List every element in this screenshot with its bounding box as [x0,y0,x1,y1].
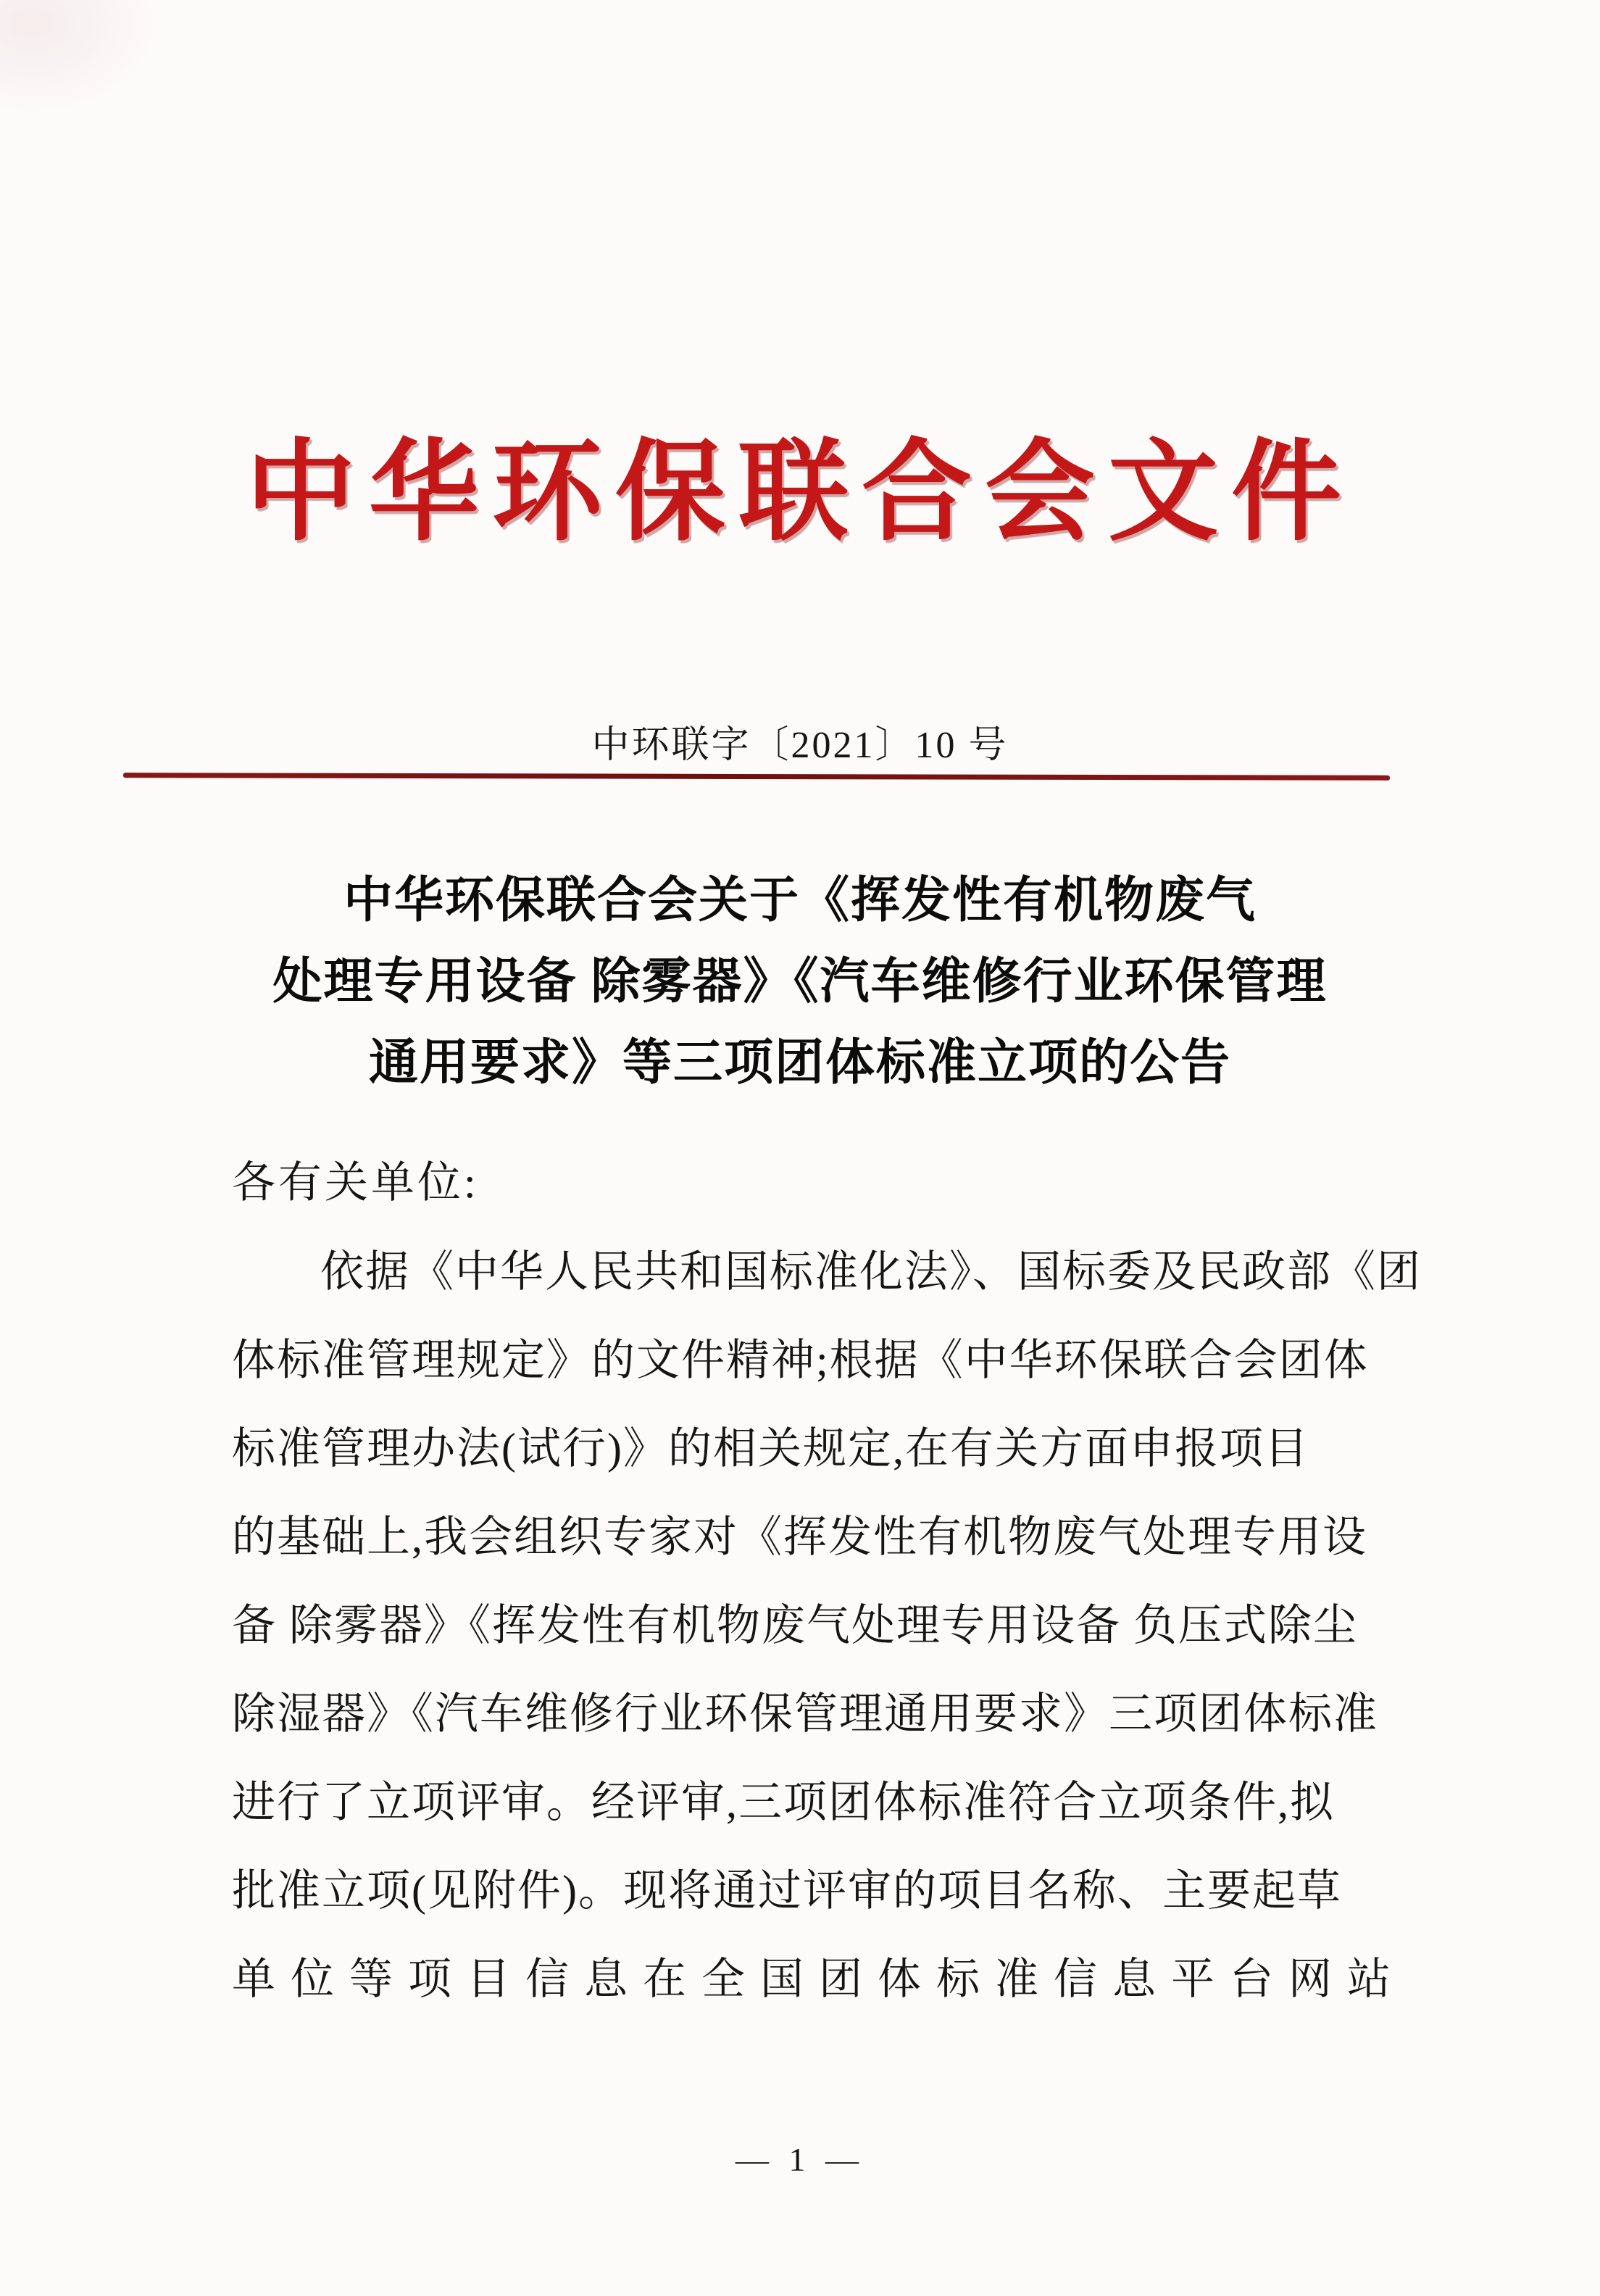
scan-smudge [0,0,159,116]
body-line: 体标准管理规定》的文件精神;根据《中华环保联合会团体 [232,1336,1369,1384]
body-line: 进行了立项评审。经评审,三项团体标准符合立项条件,拟 [232,1779,1335,1826]
body-line: 备 除雾器》《挥发性有机物废气处理专用设备 负压式除尘 [232,1602,1358,1650]
doc-title-line-2: 处理专用设备 除雾器》《汽车维修行业环保管理 [272,954,1328,1009]
doc-title-line-3: 通用要求》等三项团体标准立项的公告 [368,1035,1231,1090]
body-line: 单位等项目信息在全国团体标准信息平台网站 [232,1955,1406,2003]
body-text [232,1228,1422,2023]
page-number: — 1 — [736,2141,864,2178]
body-line: 除湿器》《汽车维修行业环保管理通用要求》三项团体标准 [232,1690,1378,1738]
doc-reference-number: 中环联字〔2021〕10 号 [591,725,1009,766]
doc-title [0,860,1600,1103]
divider-rule [123,773,1390,781]
body-line: 依据《中华人民共和国标准化法》、国标委及民政部《团 [320,1248,1422,1296]
doc-title-line-1: 中华环保联合会关于《挥发性有机物废气 [343,873,1257,928]
body-line: 批准立项(见附件)。现将通过评审的项目名称、主要起草 [232,1867,1342,1915]
body-line: 标准管理办法(试行)》的相关规定,在有关方面申报项目 [232,1425,1309,1473]
salutation: 各有关单位: [232,1159,479,1207]
body-line: 的基础上,我会组织专家对《挥发性有机物废气处理专用设 [232,1513,1367,1561]
org-masthead-title: 中华环保联合会文件 [246,432,1354,554]
